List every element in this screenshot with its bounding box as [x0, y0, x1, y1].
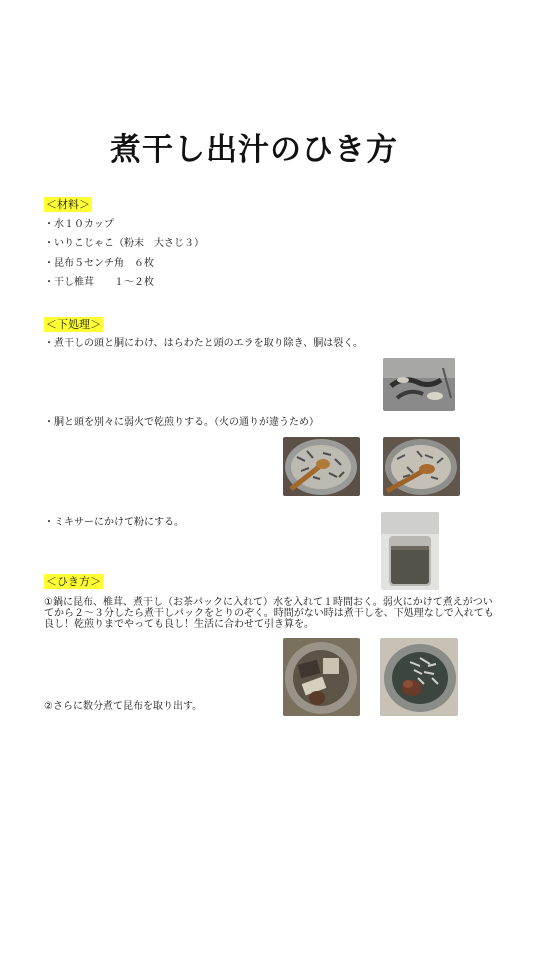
- photo-pot-sardines: [380, 638, 458, 716]
- photo-pot-kombu: [283, 638, 360, 716]
- prep-header: ＜下処理＞: [46, 318, 101, 331]
- method-step-2: ②さらに数分煮て昆布を取り出す。: [44, 701, 203, 712]
- prep-step-roast: ・胴と頭を別々に弱火で乾煎りする。（火の通りが違うため）: [44, 417, 319, 428]
- method-step-1: ①鍋に昆布、椎茸、煮干し（お茶パックに入れて）水を入れて１時間おく。弱火にかけて煮えがついてから２～３分したら煮干しパックをとりのぞく。時間がない時は煮干しを、下処理なしで入れても良し！乾煎りまでやっても良し！生活に合わせて引き算を。: [44, 597, 494, 630]
- materials-header: ＜材料＞: [46, 198, 90, 211]
- material-item-water: ・水１０カップ: [44, 219, 114, 230]
- material-item-kombu: ・昆布５センチ角 ６枚: [44, 258, 154, 269]
- prep-step-clean: ・煮干しの頭と胴にわけ、はらわたと頭のエラを取り除き、胴は裂く。: [44, 338, 363, 349]
- prep-step-grind: ・ミキサーにかけて粉にする。: [44, 517, 184, 528]
- photo-powder-jar: [381, 512, 439, 590]
- material-item-shiitake: ・干し椎茸 １～２枚: [44, 277, 154, 288]
- photo-cleaned-sardines: [383, 358, 455, 411]
- material-item-iriko: ・いりこじゃこ（粉末 大さじ３）: [44, 238, 204, 249]
- photo-roasting-pan-1: [283, 437, 360, 496]
- photo-roasting-pan-2: [383, 437, 460, 496]
- page-title: 煮干し出汁のひき方: [110, 132, 398, 168]
- method-header: ＜ひき方＞: [46, 575, 101, 588]
